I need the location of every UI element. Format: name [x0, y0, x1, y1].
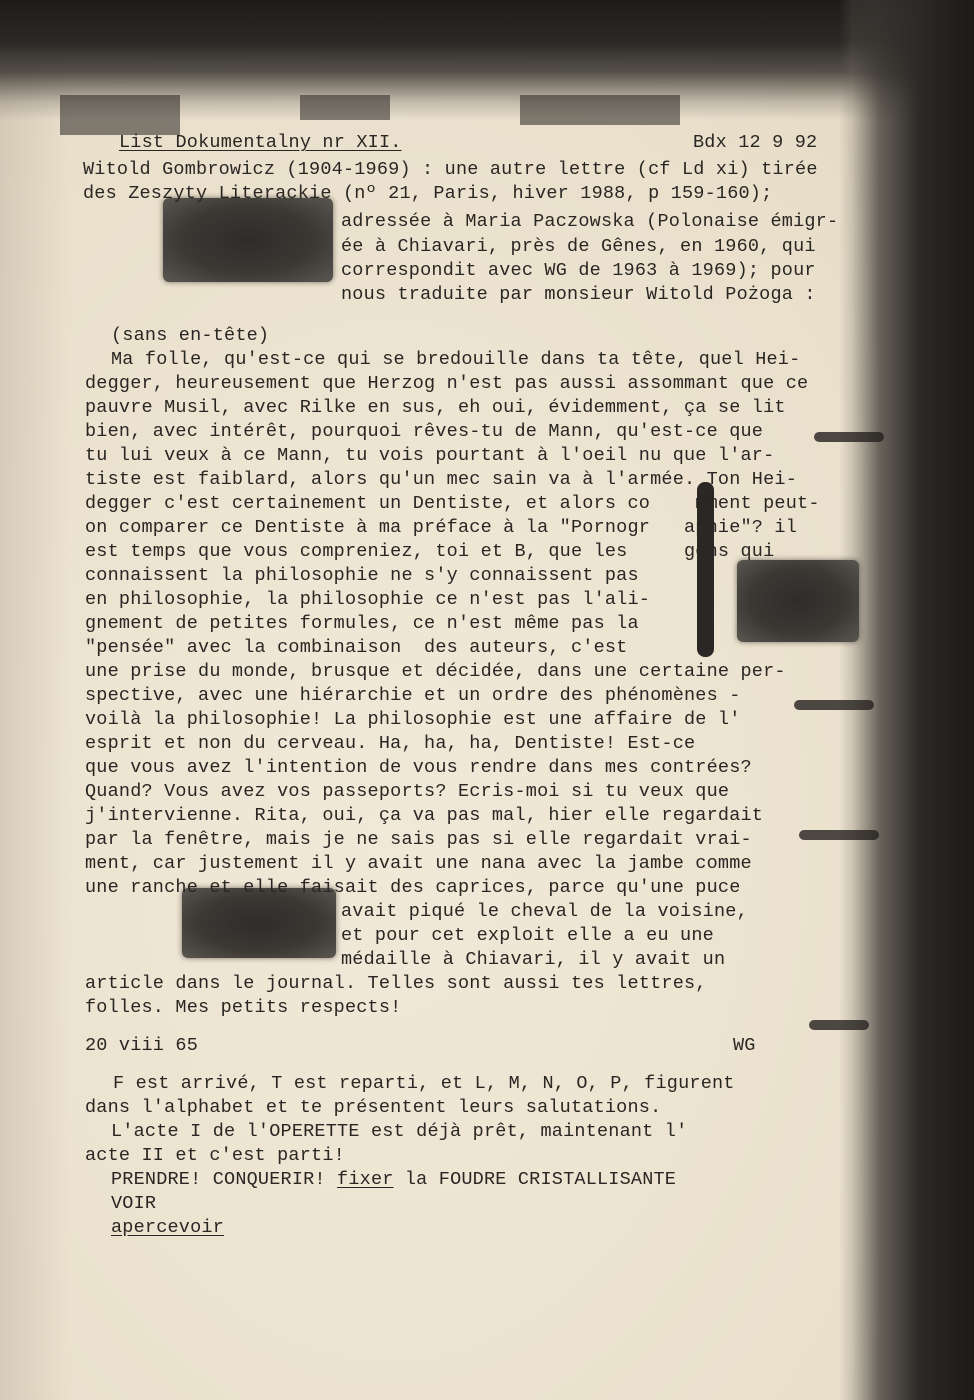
letter-line: que vous avez l'intention de vous rendre dans mes contrées?	[85, 757, 752, 778]
redaction-block	[163, 198, 333, 282]
letter-line: une prise du monde, brusque et décidée, dans une certaine per-	[85, 661, 786, 682]
letter-line: folles. Mes petits respects!	[85, 997, 402, 1018]
ink-smudge-drip	[520, 95, 680, 125]
letter-line: "pensée" avec la combinaison des auteurs, c'est	[85, 637, 628, 658]
intro-line: ée à Chiavari, près de Gênes, en 1960, qui	[341, 236, 816, 257]
letter-line: gnement de petites formules, ce n'est même pas la	[85, 613, 639, 634]
letter-line: Quand? Vous avez vos passeports? Ecris-moi si tu veux que	[85, 781, 730, 802]
letter-line: voilà la philosophie! La philosophie est une affaire de l'	[85, 709, 741, 730]
letter-line: esprit et non du cerveau. Ha, ha, ha, Dentiste! Est-ce	[85, 733, 696, 754]
letter-line: tu lui veux à ce Mann, tu vois pourtant à l'oeil nu que l'ar-	[85, 445, 775, 466]
letter-line: ment, car justement il y avait une nana avec la jambe comme	[85, 853, 752, 874]
ink-smudge-drip	[799, 830, 879, 840]
postscript-line: F est arrivé, T est reparti, et L, M, N, O, P, figurent	[113, 1073, 735, 1094]
letter-line: connaissent la philosophie ne s'y connaissent pas	[85, 565, 639, 586]
letter-heading: (sans en-tête)	[111, 325, 270, 346]
closing-text: la FOUDRE CRISTALLISANTE	[393, 1169, 677, 1190]
letter-line: j'intervienne. Rita, oui, ça va pas mal, hier elle regardait	[85, 805, 764, 826]
letter-line: avait piqué le cheval de la voisine,	[341, 901, 748, 922]
ink-smudge-drip	[300, 95, 390, 120]
closing-line	[111, 1168, 676, 1192]
letter-line: degger, heureusement que Herzog n'est pas aussi assommant que ce	[85, 373, 809, 394]
intro-line: Witold Gombrowicz (1904-1969) : une autre lettre (cf Ld xi) tirée	[83, 159, 818, 180]
closing-underlined-word: fixer	[337, 1169, 394, 1190]
letter-line: pauvre Musil, avec Rilke en sus, eh oui, évidemment, ça se lit	[85, 397, 786, 418]
postscript-line: L'acte I de l'OPERETTE est déjà prêt, maintenant l'	[111, 1121, 688, 1142]
postscript-line: dans l'alphabet et te présentent leurs salutations.	[85, 1097, 662, 1118]
letter-line: tiste est faiblard, alors qu'un mec sain va à l'armée. Ton Hei-	[85, 469, 798, 490]
postscript-line: acte II et c'est parti!	[85, 1145, 345, 1166]
closing-line: apercevoir	[111, 1217, 225, 1238]
letter-line: on comparer ce Dentiste à ma préface à la "Pornogr aphie"? il	[85, 517, 798, 538]
letter-line: une ranche et elle faisait des caprices, parce qu'une puce	[85, 877, 741, 898]
redaction-block	[737, 560, 859, 642]
ink-smudge-drip	[794, 700, 874, 710]
closing-text: PRENDRE! CONQUERIR!	[111, 1169, 338, 1190]
letter-line: spective, avec une hiérarchie et un ordre des phénomènes -	[85, 685, 741, 706]
ink-smudge-drip	[814, 432, 884, 442]
ink-smudge-drip	[60, 95, 180, 135]
closing-line: VOIR	[111, 1193, 157, 1214]
intro-line: des Zeszyty Literackie (nº 21, Paris, hiver 1988, p 159-160);	[83, 183, 773, 204]
letter-line: bien, avec intérêt, pourquoi rêves-tu de Mann, qu'est-ce que	[85, 421, 764, 442]
letter-line: médaille à Chiavari, il y avait un	[341, 949, 726, 970]
ghost-bleed-through	[0, 60, 70, 1400]
letter-date: 20 viii 65	[85, 1035, 199, 1056]
letter-line: article dans le journal. Telles sont aussi tes lettres,	[85, 973, 707, 994]
ink-smudge-drip	[809, 1020, 869, 1030]
letter-line: est temps que vous compreniez, toi et B, que les gens qui	[85, 541, 775, 562]
letter-line: en philosophie, la philosophie ce n'est pas l'ali-	[85, 589, 651, 610]
intro-line: correspondit avec WG de 1963 à 1969); pour	[341, 260, 816, 281]
letter-signature: WG	[733, 1035, 756, 1056]
document-title: List Dokumentalny nr XII.	[119, 132, 402, 153]
letter-line: par la fenêtre, mais je ne sais pas si elle regardait vrai-	[85, 829, 752, 850]
intro-line: adressée à Maria Paczowska (Polonaise émigr-	[341, 211, 839, 232]
letter-line: Ma folle, qu'est-ce qui se bredouille dans ta tête, quel Hei-	[111, 349, 801, 370]
letter-line: et pour cet exploit elle a eu une	[341, 925, 714, 946]
document-date: Bdx 12 9 92	[693, 132, 818, 153]
intro-line: nous traduite par monsieur Witold Pożoga :	[341, 284, 816, 305]
letter-line: degger c'est certainement un Dentiste, et alors co mment peut-	[85, 493, 820, 514]
